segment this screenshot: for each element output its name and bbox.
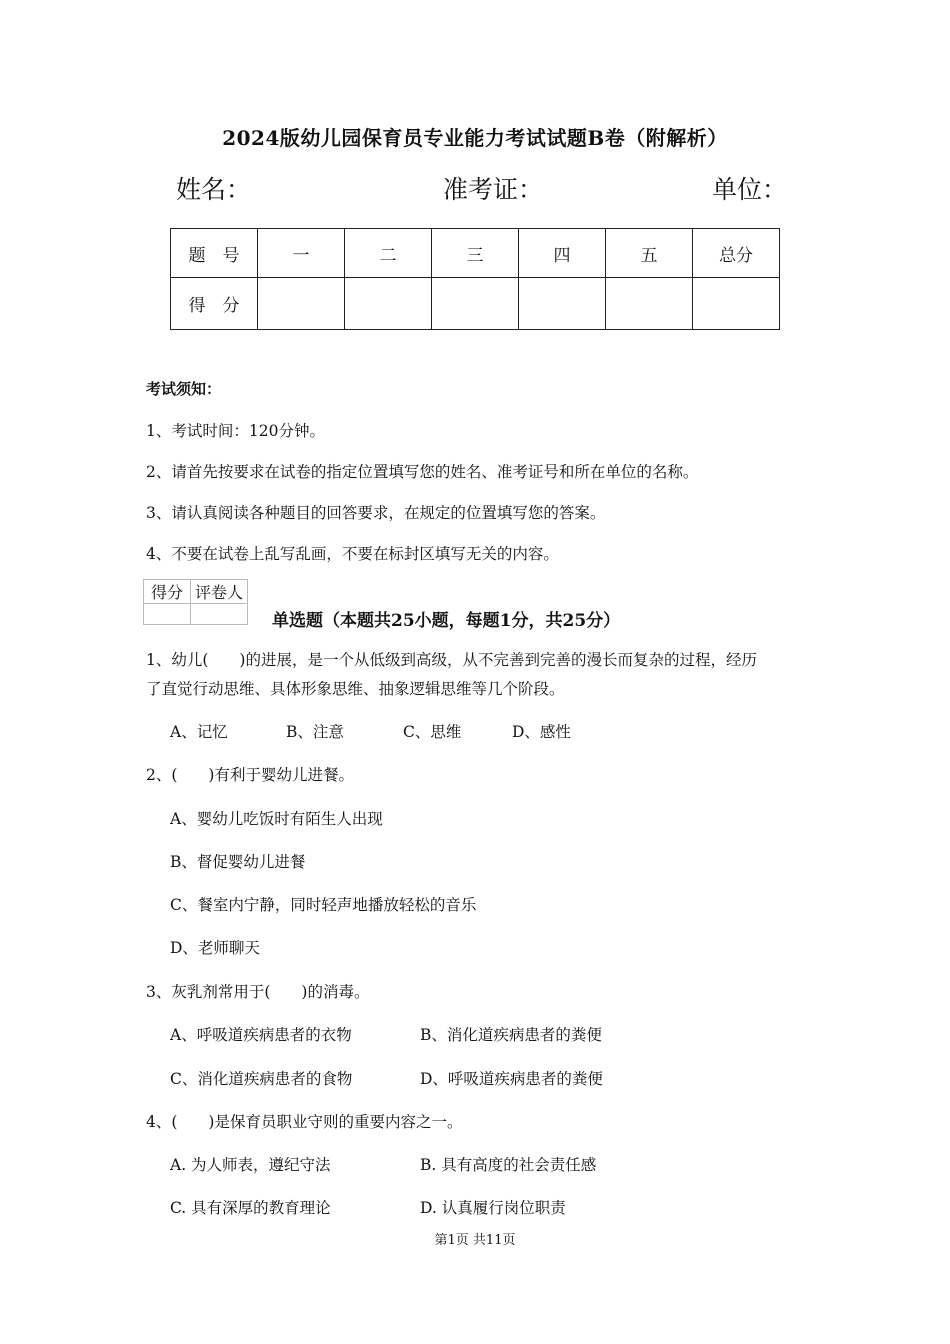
- score-cell: [258, 278, 345, 330]
- answer-option: B、消化道疾病患者的粪便: [420, 1026, 602, 1044]
- note-item: 1、考试时间：120分钟。: [146, 422, 325, 440]
- note-item: 2、请首先按要求在试卷的指定位置填写您的姓名、准考证号和所在单位的名称。: [146, 463, 699, 481]
- section-title: 单选题（本题共25小题，每题1分，共25分）: [272, 611, 621, 631]
- score-row-label: 得 分: [171, 278, 258, 330]
- note-item: 4、不要在试卷上乱写乱画，不要在标封区填写无关的内容。: [146, 545, 559, 563]
- answer-option: C、消化道疾病患者的食物: [170, 1070, 353, 1088]
- page-footer: 第1页 共11页: [434, 1233, 516, 1248]
- score-header-label: 题 号: [171, 229, 258, 278]
- answer-option: B、注意: [286, 723, 344, 741]
- answer-option: D、呼吸道疾病患者的粪便: [420, 1070, 603, 1088]
- grader-box: [143, 579, 248, 625]
- answer-option: D. 认真履行岗位职责: [420, 1199, 566, 1217]
- answer-option: B、督促婴幼儿进餐: [170, 853, 306, 871]
- score-table: [170, 228, 780, 330]
- exam-id-field-label: 准考证：: [443, 175, 544, 204]
- score-header-cell: 四: [519, 229, 606, 278]
- answer-option: A、呼吸道疾病患者的衣物: [170, 1026, 352, 1044]
- question-stem: 3、灰乳剂常用于( )的消毒。: [146, 983, 370, 1001]
- score-header-total: 总分: [693, 229, 780, 278]
- note-item: 3、请认真阅读各种题目的回答要求，在规定的位置填写您的答案。: [146, 504, 606, 522]
- notes-heading: 考试须知：: [146, 380, 222, 398]
- answer-option: C、思维: [403, 723, 462, 741]
- answer-option: C、餐室内宁静，同时轻声地播放轻松的音乐: [170, 896, 477, 914]
- score-cell: [432, 278, 519, 330]
- score-header-cell: 五: [606, 229, 693, 278]
- score-cell-total: [693, 278, 780, 330]
- grader-reviewer-cell: [191, 604, 248, 625]
- score-cell: [345, 278, 432, 330]
- grader-score-cell: [144, 604, 191, 625]
- score-table-header-row: [171, 229, 780, 278]
- grader-score-label: 得分: [144, 580, 191, 604]
- score-header-cell: 三: [432, 229, 519, 278]
- answer-option: B. 具有高度的社会责任感: [420, 1156, 597, 1174]
- grader-reviewer-label: 评卷人: [191, 580, 248, 604]
- name-field-label: 姓名：: [176, 175, 252, 204]
- answer-option: A、记忆: [170, 723, 228, 741]
- answer-option: D、老师聊天: [170, 939, 260, 957]
- document-title: 2024版幼儿园保育员专业能力考试试题B卷（附解析）: [222, 126, 728, 150]
- score-header-cell: 二: [345, 229, 432, 278]
- score-header-cell: 一: [258, 229, 345, 278]
- answer-option: A. 为人师表，遵纪守法: [170, 1156, 331, 1174]
- question-stem: 1、幼儿( )的进展，是一个从低级到高级，从不完善到完善的漫长而复杂的过程，经历: [146, 651, 757, 669]
- score-table-score-row: [171, 278, 780, 330]
- answer-option: A、婴幼儿吃饭时有陌生人出现: [170, 810, 383, 828]
- question-stem: 2、( )有利于婴幼儿进餐。: [146, 766, 354, 784]
- question-stem: 4、( )是保育员职业守则的重要内容之一。: [146, 1113, 463, 1131]
- question-stem-continued: 了直觉行动思维、具体形象思维、抽象逻辑思维等几个阶段。: [146, 680, 565, 698]
- answer-option: D、感性: [512, 723, 571, 741]
- score-cell: [519, 278, 606, 330]
- score-cell: [606, 278, 693, 330]
- answer-option: C. 具有深厚的教育理论: [170, 1199, 331, 1217]
- unit-field-label: 单位：: [712, 175, 788, 204]
